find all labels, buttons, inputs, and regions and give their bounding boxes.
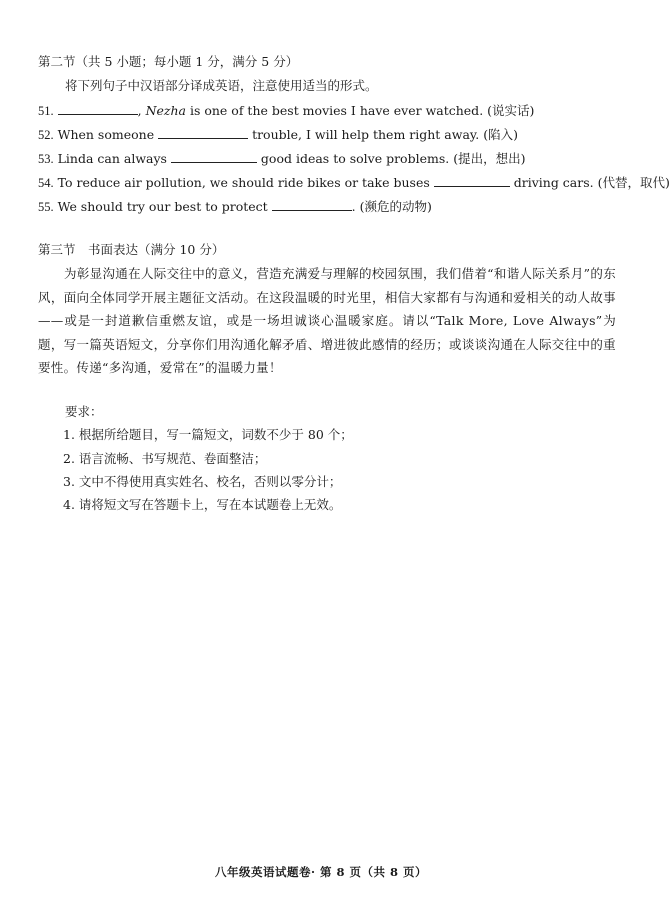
requirement-item: 4. 请将短文写在答题卡上，写在本试题卷上无效。: [63, 497, 342, 512]
section3-heading: 第三节 书面表达（满分 10 分）: [38, 242, 225, 257]
question-number: 55.: [38, 200, 54, 214]
answer-blank[interactable]: [158, 126, 248, 139]
question-text: is one of the best movies I have ever watched. (说实话): [186, 103, 535, 118]
section2-instruction: 将下列句子中汉语部分译成英语，注意使用适当的形式。: [65, 78, 378, 93]
page-footer: 八年级英语试题卷· 第 8 页（共 8 页）: [214, 865, 428, 879]
question-55: [38, 198, 432, 215]
question-text-before: We should try our best to protect: [57, 199, 268, 214]
question-number: 53.: [38, 152, 54, 166]
question-54: [38, 174, 670, 191]
question-text-before: When someone: [57, 127, 155, 142]
question-text-before: Linda can always: [57, 151, 167, 166]
requirement-item: 1. 根据所给题目，写一篇短文，词数不少于 80 个；: [63, 427, 353, 442]
writing-prompt: 为彰显沟通在人际交往中的意义，营造充满爱与理解的校园氛围，我们借着“和谐人际关系月”的东风，面向全体同学开展主题征文活动。在这段温暖的时光里，相信大家都有与沟通和爱相关的动人故事——或是一封道歉信重燃友谊，或是一场坦诚谈心温暖家庭。请以“Talk More, Love Always”为题，写一篇英语短文，分享你们用沟通化解矛盾、增进彼此感情的经历；或谈谈沟通在人际交往中的重要性。传递“多沟通，爱常在”的温暖力量！: [38, 266, 616, 375]
question-number: 54.: [38, 176, 54, 190]
answer-blank[interactable]: [434, 174, 510, 187]
question-51: 51. , Nezha is one of the best movies I have ever watched. (说实话): [38, 103, 535, 118]
requirement-item: 3. 文中不得使用真实姓名、校名，否则以零分计；: [63, 474, 342, 489]
question-text-after: . (濒危的动物): [351, 199, 432, 214]
answer-blank[interactable]: [58, 102, 138, 115]
question-text-before: To reduce air pollution, we should ride bikes or take buses: [57, 175, 430, 190]
question-text-after: good ideas to solve problems. (提出，想出): [260, 151, 526, 166]
question-number: 51.: [38, 104, 54, 118]
answer-blank[interactable]: [272, 198, 352, 211]
question-number: 52.: [38, 128, 54, 142]
question-text-after: driving cars. (代替，取代): [513, 175, 670, 190]
section2-heading: 第二节（共 5 小题；每小题 1 分，满分 5 分）: [38, 54, 299, 69]
question-text-after: trouble, I will help them right away. (陷入): [252, 127, 519, 142]
movie-title: Nezha: [145, 103, 186, 118]
question-52: [38, 126, 518, 143]
answer-blank[interactable]: [171, 150, 257, 163]
question-53: [38, 150, 525, 167]
requirement-item: 2. 语言流畅、书写规范、卷面整洁；: [63, 451, 267, 466]
requirements-title: 要求：: [65, 404, 103, 419]
